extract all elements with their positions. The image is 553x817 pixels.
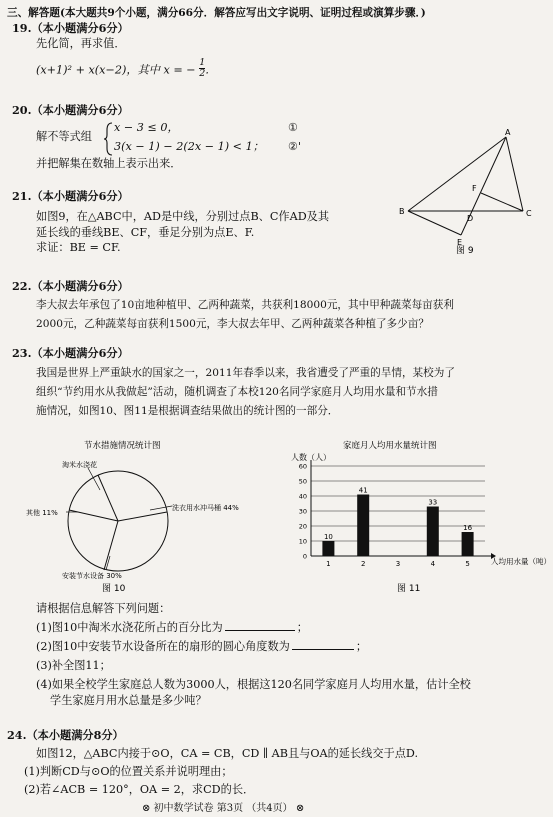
pie-radius-2 bbox=[118, 512, 167, 521]
bar-label-1: 10 bbox=[323, 533, 333, 541]
bar-xtick-5: 5 bbox=[465, 560, 470, 568]
figure-9 bbox=[395, 125, 545, 255]
q22-line1: 李大叔去年承包了10亩地种植甲、乙两种蔬菜，共获利18000元，其中甲种蔬菜每亩获利 bbox=[36, 299, 454, 311]
q24-line3: (2)若∠ACB = 120°，OA = 2，求CD的长． bbox=[24, 783, 255, 796]
q23-line3: 施情况，如图10、图11是根据调查结果做出的统计图的一部分． bbox=[36, 405, 339, 417]
pie-label-laundry: 洗衣用水冲马桶 44% bbox=[172, 504, 239, 512]
q23-number: 23.（本小题满分6分） bbox=[12, 346, 129, 360]
q23-sub4b: 学生家庭月用水总量是多少吨？ bbox=[50, 694, 207, 707]
bar-x-label: 人均用水量（吨） bbox=[491, 557, 551, 566]
bar-title: 家庭月人均用水量统计图 bbox=[343, 441, 437, 451]
q20-mark2: ②' bbox=[288, 140, 302, 153]
q23-blank2[interactable] bbox=[292, 649, 354, 650]
bar-ytick-0: 0 bbox=[302, 552, 307, 561]
q22-line2: 2000元，乙种蔬菜每亩获利1500元，李大叔去年甲、乙两种蔬菜各种植了多少亩？ bbox=[36, 318, 429, 330]
q23-line2: 组织“节约用水从我做起”活动，随机调查了本校120名同学家庭月人均用水量和节水措 bbox=[36, 386, 438, 398]
q23-sub4a: (4)如果全校学生家庭总人数为3000人，根据这120名同学家庭月人均用水量，估计全校 bbox=[36, 678, 471, 691]
bar-xtick-4: 4 bbox=[430, 560, 436, 568]
q19-frac-num: 1 bbox=[199, 57, 206, 68]
bar-ytick-6: 60 bbox=[298, 462, 307, 471]
fig9-side-ac bbox=[506, 137, 523, 211]
q23-sub2: (2)图10中安装节水设备所在的扇形的圆心角度数为 ； bbox=[36, 640, 368, 653]
q24-line2: (1)判断CD与⊙O的位置关系并说明理由； bbox=[24, 765, 233, 778]
pie-caption: 图 10 bbox=[102, 584, 126, 594]
pie-radius-1 bbox=[98, 475, 118, 521]
figure-11-bar-chart bbox=[285, 438, 551, 594]
page-footer: ⊗ 初中数学试卷 第3页 （共4页） ⊗ bbox=[142, 803, 305, 814]
q21-line3: 求证：BE = CF. bbox=[36, 241, 121, 254]
fig9-perp-be bbox=[408, 211, 461, 235]
q20-label: 解不等式组 bbox=[36, 130, 92, 143]
q23-sub3: (3)补全图11； bbox=[36, 659, 111, 672]
pie-label-other: 其他 11% bbox=[26, 509, 58, 517]
q19-text: 先化简，再求值． bbox=[36, 37, 126, 50]
q20-ineq1: x − 3 ≤ 0， bbox=[114, 121, 179, 134]
figure-10-pie bbox=[22, 438, 252, 593]
bar-2 bbox=[357, 495, 369, 557]
bar-5 bbox=[462, 532, 474, 556]
pie-radius-4 bbox=[69, 510, 118, 521]
bar-caption: 图 11 bbox=[397, 584, 421, 594]
q21-line1: 如图9，在△ABC中，AD是中线，分别过点B、C作AD及其 bbox=[36, 210, 330, 223]
q23-blank1[interactable] bbox=[225, 630, 295, 631]
q24-line1: 如图12，△ABC内接于⊙O，CA = CB，CD ∥ AB且与OA的延长线交于点D. bbox=[36, 747, 419, 760]
pie-radius-3 bbox=[104, 521, 118, 570]
bar-ytick-2: 20 bbox=[298, 522, 307, 531]
bar-ytick-5: 50 bbox=[298, 477, 307, 486]
fig9-label-a: A bbox=[505, 128, 511, 137]
pie-label-device: 安装节水设备 30% bbox=[62, 572, 122, 580]
q19-frac-den: 2 bbox=[199, 68, 206, 79]
bar-xtick-3: 3 bbox=[395, 560, 401, 568]
fig9-label-c: C bbox=[526, 209, 532, 218]
fig9-side-ab bbox=[408, 137, 506, 211]
bar-1 bbox=[322, 541, 334, 556]
pie-label-rice-water: 淘米水浇花 bbox=[62, 461, 97, 469]
bar-label-2: 41 bbox=[358, 486, 368, 495]
bar-ytick-4: 40 bbox=[298, 492, 307, 501]
bar-4 bbox=[427, 507, 439, 557]
q20-brace bbox=[104, 122, 114, 156]
bar-y-label: 人数（人） bbox=[291, 453, 331, 462]
q20-text: 并把解集在数轴上表示出来． bbox=[36, 157, 182, 170]
pie-title: 节水措施情况统计图 bbox=[84, 441, 161, 451]
bar-ytick-1: 10 bbox=[298, 537, 307, 546]
bar-xtick-1: 1 bbox=[326, 560, 331, 568]
bar-xtick-2: 2 bbox=[360, 560, 366, 568]
q21-line2: 延长线的垂线BE、CF，垂足分别为点E、F. bbox=[36, 226, 255, 239]
q23-line1: 我国是世界上严重缺水的国家之一，2011年春季以来，我省遭受了严重的旱情，某校为了 bbox=[36, 367, 455, 379]
bar-ytick-3: 30 bbox=[298, 507, 307, 516]
q24-number: 24.（本小题满分8分） bbox=[7, 728, 124, 742]
fig9-caption: 图 9 bbox=[456, 246, 474, 256]
q20-mark1: ① bbox=[288, 121, 299, 134]
q20-ineq2: 3(x − 1) − 2(2x − 1) < 1； bbox=[114, 140, 264, 153]
q19-number: 19.（本小题满分6分） bbox=[12, 21, 129, 35]
q19-expression: (x+1)² + x(x−2)，其中 x = − $\frac{1}{2}$ ． bbox=[36, 57, 217, 79]
q21-number: 21.（本小题满分6分） bbox=[12, 189, 129, 203]
fig9-label-f: F bbox=[472, 184, 477, 193]
bar-label-5: 16 bbox=[463, 524, 473, 532]
fig9-label-d: D bbox=[467, 214, 474, 223]
q23-sub1: (1)图10中淘米水浇花所占的百分比为 ； bbox=[36, 621, 308, 634]
bar-label-4: 33 bbox=[428, 498, 438, 507]
fig9-label-b: B bbox=[399, 207, 405, 216]
q20-number: 20.（本小题满分6分） bbox=[12, 103, 129, 117]
fig9-label-e: E bbox=[457, 238, 463, 247]
q22-number: 22.（本小题满分6分） bbox=[12, 279, 129, 293]
section-header: 三、解答题(本大题共9个小题，满分66分．解答应写出文字说明、证明过程或演算步骤．) bbox=[7, 7, 426, 19]
fig9-perp-cf bbox=[481, 193, 523, 211]
q23-intro: 请根据信息解答下列问题： bbox=[36, 602, 171, 615]
